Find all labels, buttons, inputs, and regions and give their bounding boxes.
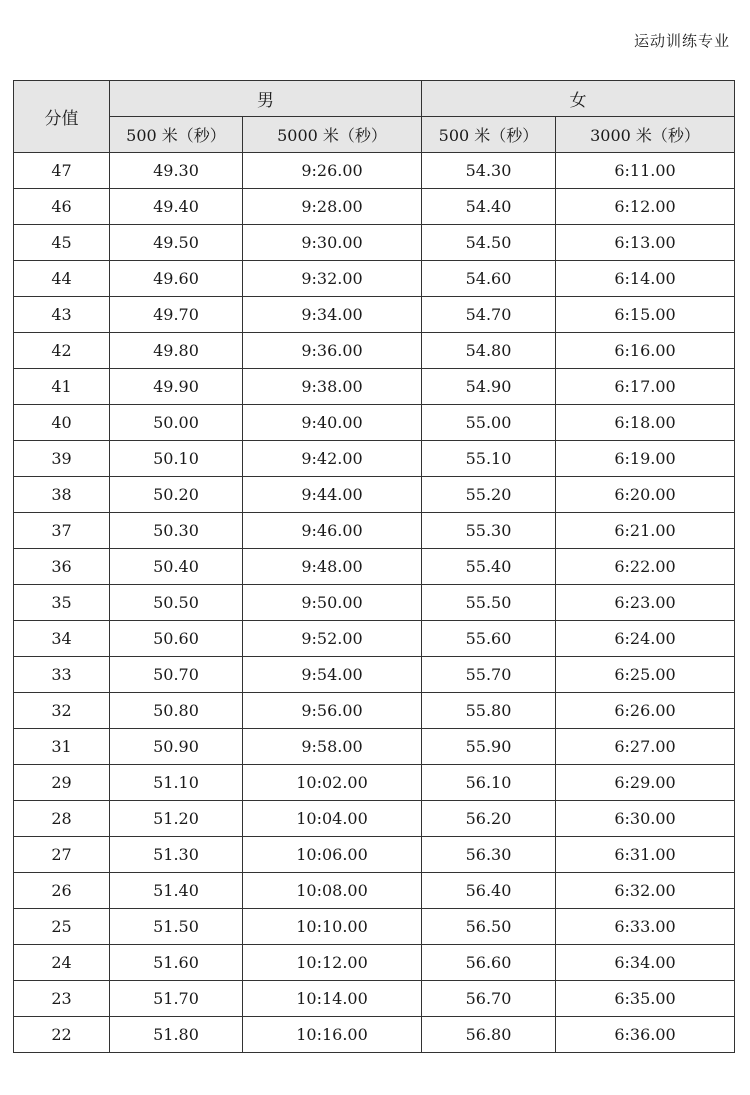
female-500m-cell: 55.80 [422, 693, 556, 729]
score-cell: 42 [14, 333, 110, 369]
male-5000m-cell: 10:08.00 [243, 873, 422, 909]
female-500m-cell: 54.70 [422, 297, 556, 333]
male-5000m-cell: 9:28.00 [243, 189, 422, 225]
female-3000m-cell: 6:22.00 [556, 549, 735, 585]
female-3000m-cell: 6:30.00 [556, 801, 735, 837]
male-500m-cell: 51.30 [110, 837, 243, 873]
score-cell: 23 [14, 981, 110, 1017]
male-500m-cell: 50.30 [110, 513, 243, 549]
score-cell: 28 [14, 801, 110, 837]
table-body [14, 153, 735, 1053]
score-cell: 45 [14, 225, 110, 261]
female-500m-cell: 54.90 [422, 369, 556, 405]
table-row [14, 441, 735, 477]
score-table [13, 80, 735, 1053]
female-3000m-cell: 6:26.00 [556, 693, 735, 729]
female-500m-cell: 55.50 [422, 585, 556, 621]
table-row [14, 297, 735, 333]
female-3000m-cell: 6:12.00 [556, 189, 735, 225]
male-500m-cell: 49.70 [110, 297, 243, 333]
table-row [14, 153, 735, 189]
score-cell: 26 [14, 873, 110, 909]
score-column-header: 分值 [14, 81, 110, 153]
female-3000m-cell: 6:32.00 [556, 873, 735, 909]
female-3000m-cell: 6:19.00 [556, 441, 735, 477]
female-500m-cell: 56.70 [422, 981, 556, 1017]
female-3000m-cell: 6:14.00 [556, 261, 735, 297]
male-5000m-cell: 9:56.00 [243, 693, 422, 729]
male-500m-cell: 49.60 [110, 261, 243, 297]
male-500m-cell: 51.40 [110, 873, 243, 909]
male-500m-cell: 50.00 [110, 405, 243, 441]
male-5000m-cell: 9:38.00 [243, 369, 422, 405]
male-500m-cell: 49.40 [110, 189, 243, 225]
male-5000m-cell: 9:34.00 [243, 297, 422, 333]
table-row [14, 225, 735, 261]
female-500m-cell: 54.50 [422, 225, 556, 261]
male-500m-cell: 51.20 [110, 801, 243, 837]
table-row [14, 801, 735, 837]
male-500m-cell: 51.60 [110, 945, 243, 981]
table-row [14, 909, 735, 945]
male-5000m-cell: 9:26.00 [243, 153, 422, 189]
male-5000m-cell: 9:44.00 [243, 477, 422, 513]
table-row [14, 513, 735, 549]
female-500m-cell: 56.10 [422, 765, 556, 801]
male-500m-cell: 50.10 [110, 441, 243, 477]
male-500m-cell: 50.40 [110, 549, 243, 585]
score-cell: 40 [14, 405, 110, 441]
table-row [14, 945, 735, 981]
female-3000m-cell: 6:27.00 [556, 729, 735, 765]
page-header-note: 运动训练专业 [633, 32, 730, 50]
table-row [14, 765, 735, 801]
female-500m-cell: 55.30 [422, 513, 556, 549]
female-500m-cell: 55.70 [422, 657, 556, 693]
table-row [14, 189, 735, 225]
table-row [14, 621, 735, 657]
male-500m-cell: 51.10 [110, 765, 243, 801]
female-500m-cell: 55.10 [422, 441, 556, 477]
female-500m-cell: 55.40 [422, 549, 556, 585]
male-500m-cell: 50.70 [110, 657, 243, 693]
female-500m-cell: 56.50 [422, 909, 556, 945]
female-group-header: 女 [422, 81, 735, 117]
score-cell: 36 [14, 549, 110, 585]
female-500m-cell: 56.60 [422, 945, 556, 981]
female-3000m-cell: 6:23.00 [556, 585, 735, 621]
male-500m-cell: 50.50 [110, 585, 243, 621]
score-cell: 24 [14, 945, 110, 981]
score-cell: 35 [14, 585, 110, 621]
female-500m-cell: 55.00 [422, 405, 556, 441]
score-cell: 41 [14, 369, 110, 405]
female-500m-header: 500 米（秒） [422, 117, 556, 153]
male-500m-cell: 50.20 [110, 477, 243, 513]
male-5000m-cell: 9:40.00 [243, 405, 422, 441]
table-row [14, 477, 735, 513]
score-cell: 29 [14, 765, 110, 801]
male-5000m-cell: 10:02.00 [243, 765, 422, 801]
female-500m-cell: 54.40 [422, 189, 556, 225]
score-cell: 32 [14, 693, 110, 729]
male-500m-cell: 51.70 [110, 981, 243, 1017]
male-5000m-cell: 9:46.00 [243, 513, 422, 549]
score-cell: 44 [14, 261, 110, 297]
female-500m-cell: 54.30 [422, 153, 556, 189]
male-500m-cell: 51.50 [110, 909, 243, 945]
male-5000m-cell: 9:30.00 [243, 225, 422, 261]
table-row [14, 369, 735, 405]
male-500m-cell: 51.80 [110, 1017, 243, 1053]
female-3000m-cell: 6:18.00 [556, 405, 735, 441]
male-500m-cell: 49.50 [110, 225, 243, 261]
table-row [14, 1017, 735, 1053]
female-3000m-cell: 6:34.00 [556, 945, 735, 981]
female-3000m-cell: 6:25.00 [556, 657, 735, 693]
table-row [14, 837, 735, 873]
male-group-header: 男 [110, 81, 422, 117]
male-5000m-cell: 10:14.00 [243, 981, 422, 1017]
female-500m-cell: 56.30 [422, 837, 556, 873]
table-row [14, 585, 735, 621]
score-cell: 39 [14, 441, 110, 477]
male-5000m-cell: 9:48.00 [243, 549, 422, 585]
female-3000m-cell: 6:36.00 [556, 1017, 735, 1053]
score-cell: 37 [14, 513, 110, 549]
female-3000m-cell: 6:35.00 [556, 981, 735, 1017]
male-5000m-cell: 9:58.00 [243, 729, 422, 765]
female-3000m-cell: 6:21.00 [556, 513, 735, 549]
female-3000m-cell: 6:33.00 [556, 909, 735, 945]
score-cell: 38 [14, 477, 110, 513]
female-3000m-cell: 6:31.00 [556, 837, 735, 873]
male-5000m-cell: 9:42.00 [243, 441, 422, 477]
male-5000m-cell: 10:16.00 [243, 1017, 422, 1053]
male-500m-cell: 49.90 [110, 369, 243, 405]
table-header [14, 81, 735, 153]
female-3000m-cell: 6:29.00 [556, 765, 735, 801]
female-500m-cell: 56.20 [422, 801, 556, 837]
male-5000m-cell: 9:50.00 [243, 585, 422, 621]
male-5000m-cell: 10:12.00 [243, 945, 422, 981]
table-row [14, 729, 735, 765]
female-500m-cell: 55.90 [422, 729, 556, 765]
score-cell: 47 [14, 153, 110, 189]
table-row [14, 693, 735, 729]
male-5000m-cell: 9:52.00 [243, 621, 422, 657]
male-5000m-cell: 10:10.00 [243, 909, 422, 945]
female-3000m-cell: 6:13.00 [556, 225, 735, 261]
score-cell: 27 [14, 837, 110, 873]
table-row [14, 549, 735, 585]
male-500m-header: 500 米（秒） [110, 117, 243, 153]
female-3000m-cell: 6:24.00 [556, 621, 735, 657]
female-500m-cell: 55.60 [422, 621, 556, 657]
score-cell: 31 [14, 729, 110, 765]
female-500m-cell: 55.20 [422, 477, 556, 513]
female-3000m-cell: 6:16.00 [556, 333, 735, 369]
female-3000m-cell: 6:20.00 [556, 477, 735, 513]
male-5000m-header: 5000 米（秒） [243, 117, 422, 153]
table-row [14, 261, 735, 297]
score-cell: 43 [14, 297, 110, 333]
male-500m-cell: 50.90 [110, 729, 243, 765]
male-500m-cell: 50.60 [110, 621, 243, 657]
score-cell: 33 [14, 657, 110, 693]
female-500m-cell: 56.40 [422, 873, 556, 909]
male-500m-cell: 50.80 [110, 693, 243, 729]
score-cell: 34 [14, 621, 110, 657]
female-3000m-cell: 6:17.00 [556, 369, 735, 405]
score-cell: 46 [14, 189, 110, 225]
female-3000m-cell: 6:15.00 [556, 297, 735, 333]
table-row [14, 333, 735, 369]
male-500m-cell: 49.80 [110, 333, 243, 369]
table-row [14, 873, 735, 909]
male-5000m-cell: 9:32.00 [243, 261, 422, 297]
male-500m-cell: 49.30 [110, 153, 243, 189]
female-3000m-header: 3000 米（秒） [556, 117, 735, 153]
female-500m-cell: 54.60 [422, 261, 556, 297]
score-cell: 25 [14, 909, 110, 945]
male-5000m-cell: 10:06.00 [243, 837, 422, 873]
table-row [14, 981, 735, 1017]
male-5000m-cell: 10:04.00 [243, 801, 422, 837]
female-500m-cell: 56.80 [422, 1017, 556, 1053]
table-row [14, 657, 735, 693]
score-cell: 22 [14, 1017, 110, 1053]
female-500m-cell: 54.80 [422, 333, 556, 369]
male-5000m-cell: 9:36.00 [243, 333, 422, 369]
male-5000m-cell: 9:54.00 [243, 657, 422, 693]
table-row [14, 405, 735, 441]
female-3000m-cell: 6:11.00 [556, 153, 735, 189]
